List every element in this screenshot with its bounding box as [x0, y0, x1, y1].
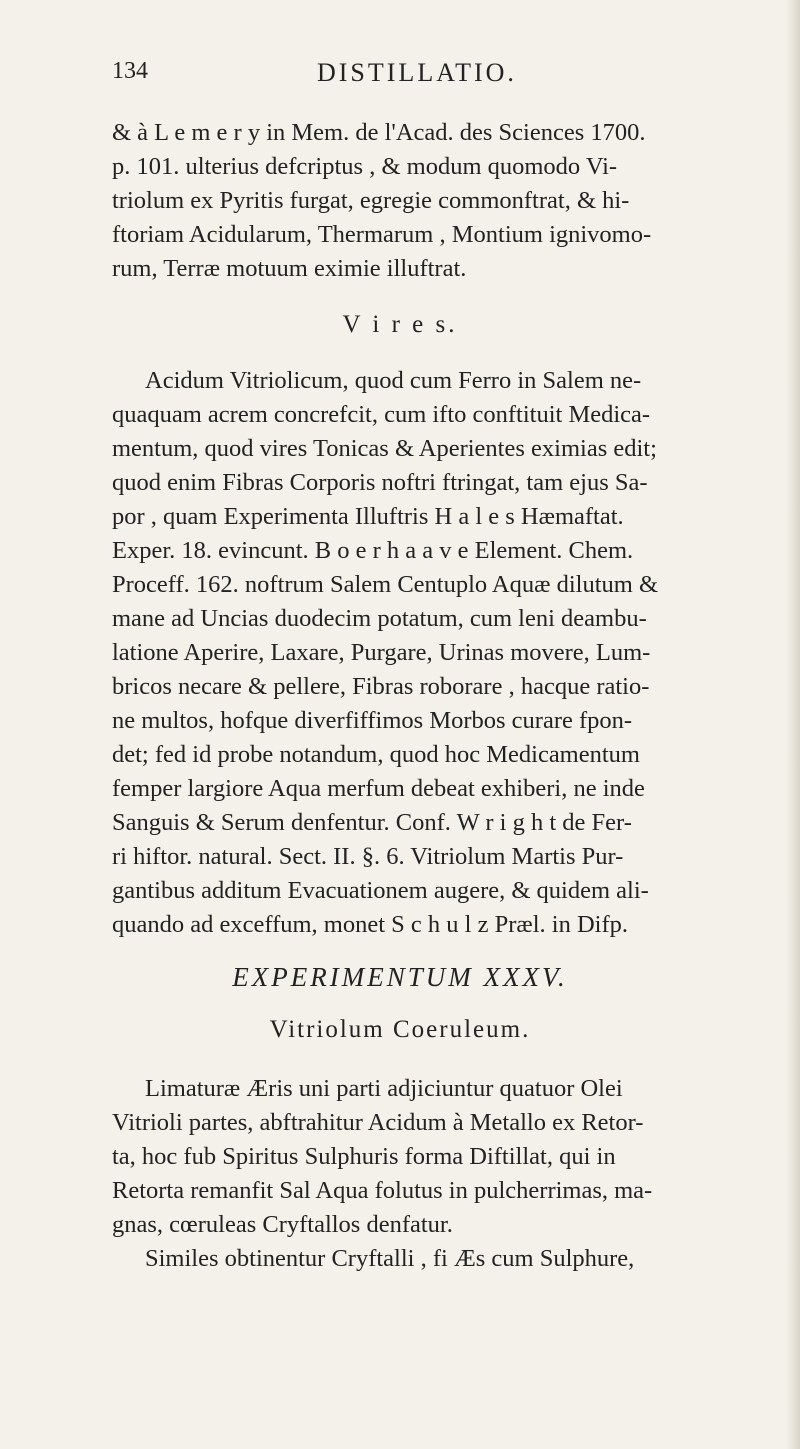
text-line: Vitrioli partes, abftrahitur Acidum à Metallo ex Retor- [112, 1109, 644, 1136]
text-line: quod enim Fibras Corporis noftri ftringat, tam ejus Sa- [112, 469, 648, 496]
text-line: latione Aperire, Laxare, Purgare, Urinas movere, Lum- [112, 639, 651, 666]
text-line: det; fed id probe notandum, quod hoc Medicamentum [112, 741, 640, 768]
section-heading-vires: V i r e s. [342, 311, 458, 338]
text-line: p. 101. ulterius defcriptus , & modum quomodo Vi- [112, 153, 618, 180]
text-line: Limaturæ Æris uni parti adjiciuntur quatuor Olei [145, 1075, 623, 1102]
text-line: ftoriam Acidularum, Thermarum , Montium ignivomo- [112, 221, 652, 248]
page-header [112, 58, 712, 98]
text-line: ne multos, hofque diverfiffimos Morbos curare fpon- [112, 707, 633, 734]
text-line: gantibus additum Evacuationem augere, & quidem ali- [112, 877, 649, 904]
running-title: DISTILLATIO. [317, 58, 517, 87]
text-line: mentum, quod vires Tonicas & Aperientes eximias edit; [112, 435, 657, 462]
text-line: femper largiore Aqua merfum debeat exhiberi, ne inde [112, 775, 645, 802]
text-line: ri hiftor. natural. Sect. II. §. 6. Vitriolum Martis Pur- [112, 843, 624, 870]
text-line: Acidum Vitriolicum, quod cum Ferro in Salem ne- [145, 367, 642, 394]
text-line: Similes obtinentur Cryftalli , fi Æs cum Sulphure, [145, 1245, 635, 1272]
text-line: gnas, cœruleas Cryftallos denfatur. [112, 1211, 453, 1238]
text-line: & à L e m e r y in Mem. de l'Acad. des Sciences 1700. [112, 119, 646, 146]
text-line: ta, hoc fub Spiritus Sulphuris forma Diftillat, qui in [112, 1143, 616, 1170]
text-line: por , quam Experimenta Illuftris H a l e s Hæmaftat. [112, 503, 624, 530]
text-line: Sanguis & Serum denfentur. Conf. W r i g h t de Fer- [112, 809, 632, 836]
text-line: triolum ex Pyritis furgat, egregie commonftrat, & hi- [112, 187, 630, 214]
text-line: mane ad Uncias duodecim potatum, cum leni deambu- [112, 605, 647, 632]
page-edge [786, 0, 800, 1449]
text-line: quaquam acrem concrefcit, cum ifto conftituit Medica- [112, 401, 651, 428]
page-number: 134 [112, 58, 148, 84]
experiment-subheading: Vitriolum Coeruleum. [269, 1016, 531, 1043]
text-line: quando ad exceffum, monet S c h u l z Præl. in Difp. [112, 911, 628, 938]
experiment-heading: EXPERIMENTUM XXXV. [232, 962, 568, 992]
text-line: Proceff. 162. noftrum Salem Centuplo Aquæ dilutum & [112, 571, 658, 598]
text-line: rum, Terræ motuum eximie illuftrat. [112, 255, 467, 282]
text-line: Exper. 18. evincunt. B o e r h a a v e Element. Chem. [112, 537, 634, 564]
text-line: Retorta remanfit Sal Aqua folutus in pulcherrimas, ma- [112, 1177, 653, 1204]
text-line: bricos necare & pellere, Fibras roborare , hacque ratio- [112, 673, 650, 700]
